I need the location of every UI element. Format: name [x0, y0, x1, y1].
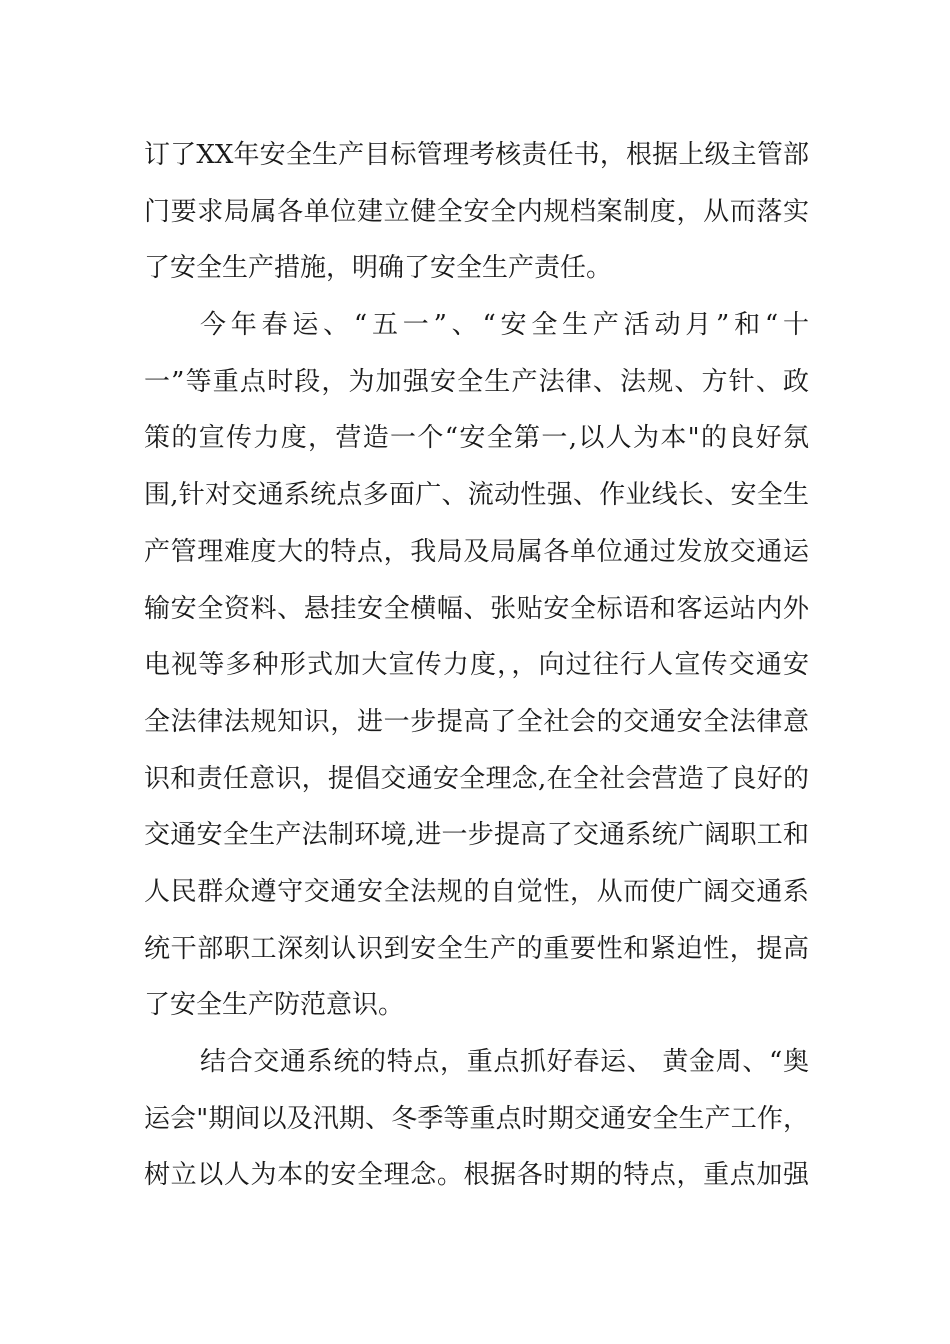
paragraph-2-line-12: 统干部职工深刻认识到安全生产的重要性和紧迫性，提高 — [144, 933, 809, 964]
paragraph-2-line-3: 策的宣传力度，营造一个“安全第一,以人为本"的良好氛 — [144, 423, 809, 454]
paragraph-1-line-3: 了安全生产措施，明确了安全生产责任。 — [144, 253, 613, 284]
paragraph-2-line-10: 交通安全生产法制环境,进一步提高了交通系统广阔职工和 — [144, 820, 809, 851]
paragraph-2-line-8: 全法律法规知识，进一步提高了全社会的交通安全法律意 — [144, 706, 809, 737]
paragraph-2-line-11: 人民群众遵守交通安全法规的自觉性，从而使广阔交通系 — [144, 876, 809, 907]
paragraph-3-line-1: 结合交通系统的特点，重点抓好春运、 黄金周、“奥 — [200, 1047, 809, 1077]
paragraph-2-line-7: 电视等多种形式加大宣传力度，，向过往行人宣传交通安 — [144, 650, 809, 681]
paragraph-3-line-3: 树立以人为本的安全理念。根据各时期的特点，重点加强 — [144, 1160, 809, 1191]
paragraph-2-line-2: 一”等重点时段，为加强安全生产法律、法规、方针、政 — [144, 366, 809, 397]
paragraph-1-line-1: 订了XX年安全生产目标管理考核责任书，根据上级主管部 — [144, 140, 809, 170]
paragraph-3-line-2: 运会"期间以及汛期、冬季等重点时期交通安全生产工作， — [144, 1103, 809, 1134]
paragraph-2-line-9: 识和责任意识，提倡交通安全理念,在全社会营造了良好的 — [144, 763, 809, 794]
paragraph-1-line-2: 门要求局属各单位建立健全安全内规档案制度，从而落实 — [144, 196, 809, 227]
paragraph-2-line-13: 了安全生产防范意识。 — [144, 990, 405, 1021]
paragraph-2-line-4: 围,针对交通系统点多面广、流动性强、作业线长、安全生 — [144, 480, 809, 511]
paragraph-2-line-5: 产管理难度大的特点，我局及局属各单位通过发放交通运 — [144, 536, 809, 567]
paragraph-2-line-1: 今年春运、“五一”、“安全生产活动月”和“十 — [200, 310, 809, 341]
document-body — [144, 127, 809, 1204]
paragraph-2-line-6: 输安全资料、悬挂安全横幅、张贴安全标语和客运站内外 — [144, 593, 809, 624]
